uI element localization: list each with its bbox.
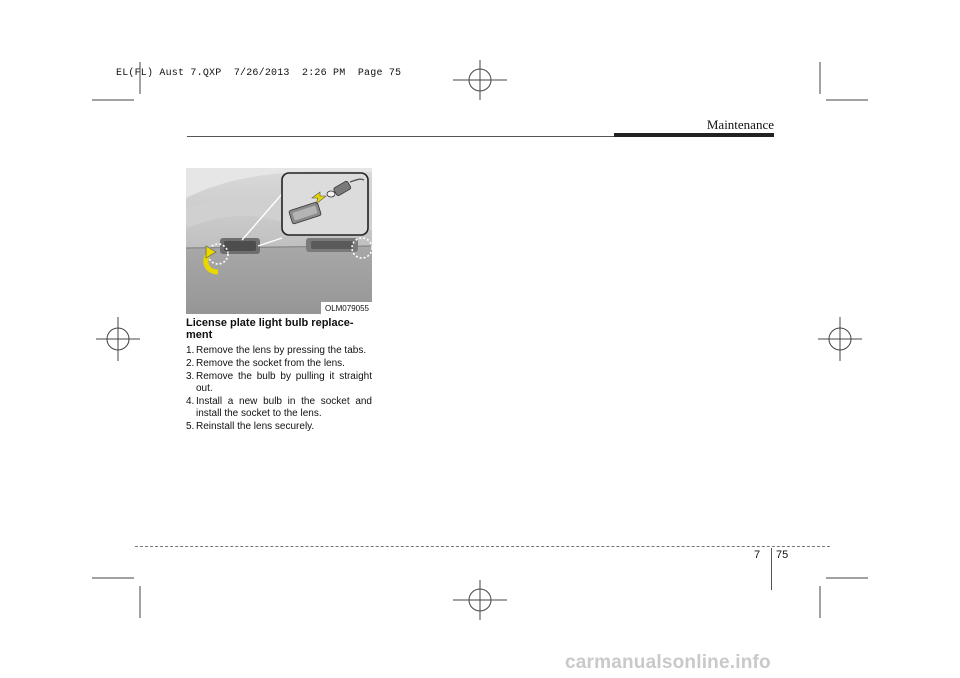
- step-number: 2.: [186, 358, 195, 369]
- step-text: Install a new bulb in the socket and install the socket to the lens.: [196, 396, 372, 419]
- section-title: Maintenance: [706, 117, 774, 132]
- step-number: 4.: [186, 396, 195, 407]
- step-text: Remove the bulb by pulling it straight out.: [196, 371, 372, 394]
- header-rule-accent: [614, 133, 774, 137]
- license-plate-light-drawing: [186, 168, 372, 314]
- page-number: 75: [776, 549, 789, 561]
- step-number: 5.: [186, 421, 195, 432]
- step-number: 1.: [186, 345, 195, 356]
- heading-text: License plate light bulb replace- ment: [186, 317, 354, 341]
- list-item: [186, 396, 372, 420]
- list-item: [186, 358, 372, 370]
- step-text: Remove the socket from the lens.: [196, 358, 345, 369]
- figure-code: OLM079055: [321, 302, 372, 314]
- list-item: [186, 345, 372, 357]
- step-text: Remove the lens by pressing the tabs.: [196, 345, 367, 356]
- chapter-number: 7: [754, 549, 761, 561]
- header-rule: [187, 136, 615, 137]
- list-item: [186, 421, 372, 433]
- section-heading: [186, 317, 386, 341]
- step-list: [186, 345, 372, 434]
- step-number: 3.: [186, 371, 195, 382]
- license-plate-light-illustration: [186, 168, 372, 314]
- page-number-separator: [771, 548, 772, 590]
- step-text: Reinstall the lens securely.: [196, 421, 315, 432]
- print-slug: EL(FL) Aust 7.QXP 7/26/2013 2:26 PM Page 75: [116, 68, 402, 79]
- watermark: carmanualsonline.info: [565, 652, 771, 673]
- list-item: [186, 371, 372, 395]
- footer-rule: [135, 546, 830, 547]
